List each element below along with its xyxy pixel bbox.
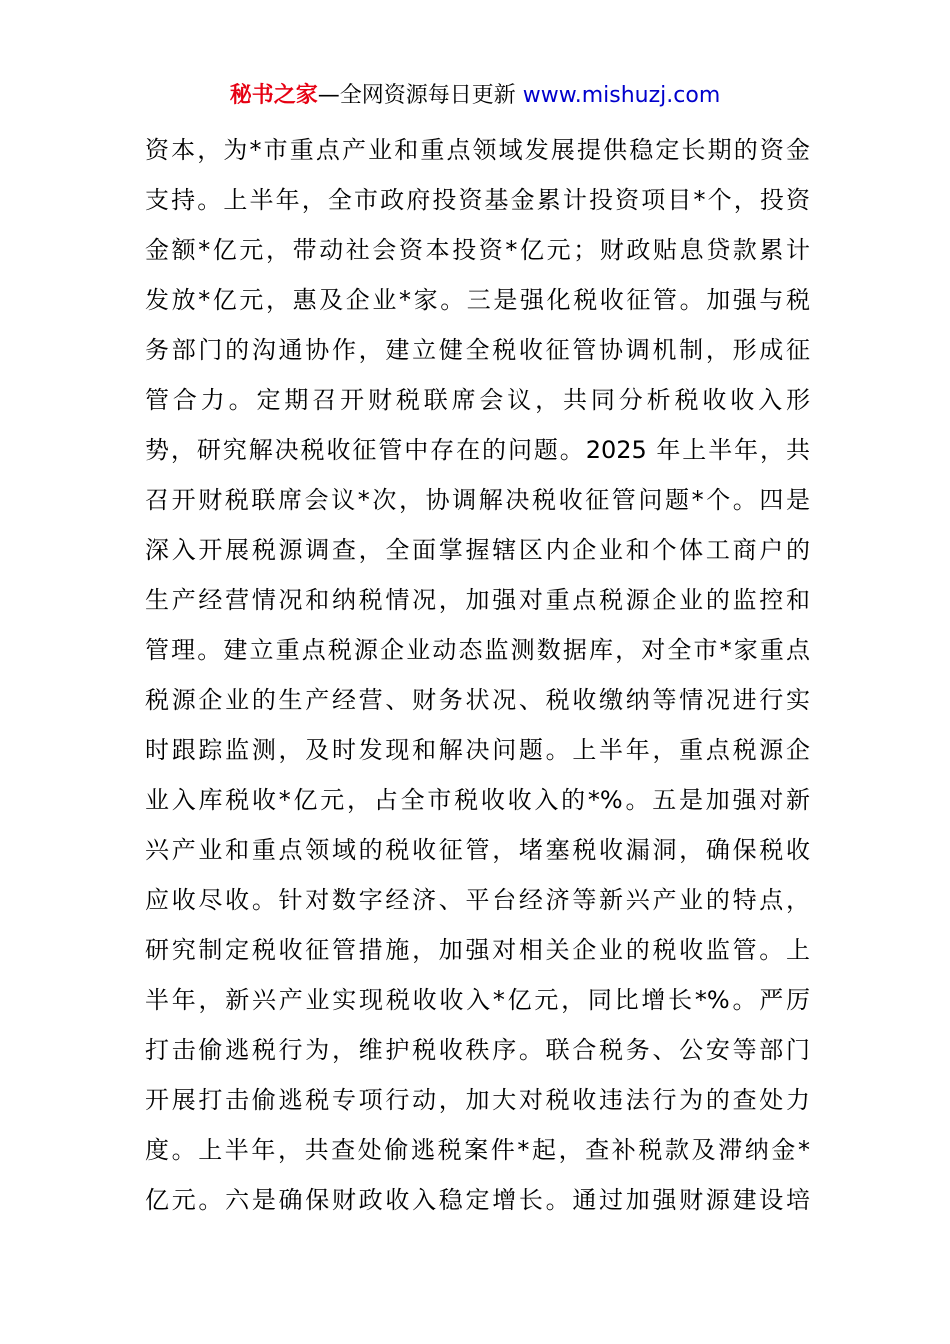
text-line: 打击偷逃税行为，维护税收秩序。联合税务、公安等部门 <box>145 1036 810 1064</box>
text-line: 深入开展税源调查，全面掌握辖区内企业和个体工商户的 <box>145 536 810 564</box>
text-line: 务部门的沟通协作，建立健全税收征管协调机制，形成征 <box>145 336 810 364</box>
text-line: 开展打击偷逃税专项行动，加大对税收违法行为的查处力 <box>145 1086 810 1114</box>
text-line: 研究制定税收征管措施，加强对相关企业的税收监管。上 <box>145 936 810 964</box>
text-line: 资本，为*市重点产业和重点领域发展提供稳定长期的资金 <box>145 136 810 164</box>
text-line: 度。上半年，共查处偷逃税案件*起，查补税款及滞纳金* <box>145 1136 810 1164</box>
text-line: 势，研究解决税收征管中存在的问题。2025 年上半年，共 <box>145 436 810 464</box>
text-line: 半年，新兴产业实现税收收入*亿元，同比增长*%。严厉 <box>145 986 810 1014</box>
text-line: 生产经营情况和纳税情况，加强对重点税源企业的监控和 <box>145 586 810 614</box>
text-line: 发放*亿元，惠及企业*家。三是强化税收征管。加强与税 <box>145 286 810 314</box>
text-line: 管合力。定期召开财税联席会议，共同分析税收收入形 <box>145 386 810 414</box>
text-line: 时跟踪监测，及时发现和解决问题。上半年，重点税源企 <box>145 736 810 764</box>
text-line: 召开财税联席会议*次，协调解决税收征管问题*个。四是 <box>145 486 810 514</box>
text-line: 兴产业和重点领域的税收征管，堵塞税收漏洞，确保税收 <box>145 836 810 864</box>
document-body <box>145 125 810 1225</box>
header-brand: 秘书之家 <box>229 83 318 108</box>
text-line: 税源企业的生产经营、财务状况、税收缴纳等情况进行实 <box>145 686 810 714</box>
text-line: 支持。上半年，全市政府投资基金累计投资项目*个，投资 <box>145 186 810 214</box>
text-line: 金额*亿元，带动社会资本投资*亿元；财政贴息贷款累计 <box>145 236 810 264</box>
text-line: 亿元。六是确保财政收入稳定增长。通过加强财源建设培 <box>145 1186 810 1214</box>
header-url-link[interactable]: www.mishuzj.com <box>522 83 721 108</box>
text-line: 应收尽收。针对数字经济、平台经济等新兴产业的特点， <box>145 886 810 914</box>
header-tagline: —全网资源每日更新 <box>317 83 523 108</box>
text-line: 管理。建立重点税源企业动态监测数据库，对全市*家重点 <box>145 636 810 664</box>
page-header <box>0 78 950 114</box>
text-line: 业入库税收*亿元，占全市税收收入的*%。五是加强对新 <box>145 786 810 814</box>
